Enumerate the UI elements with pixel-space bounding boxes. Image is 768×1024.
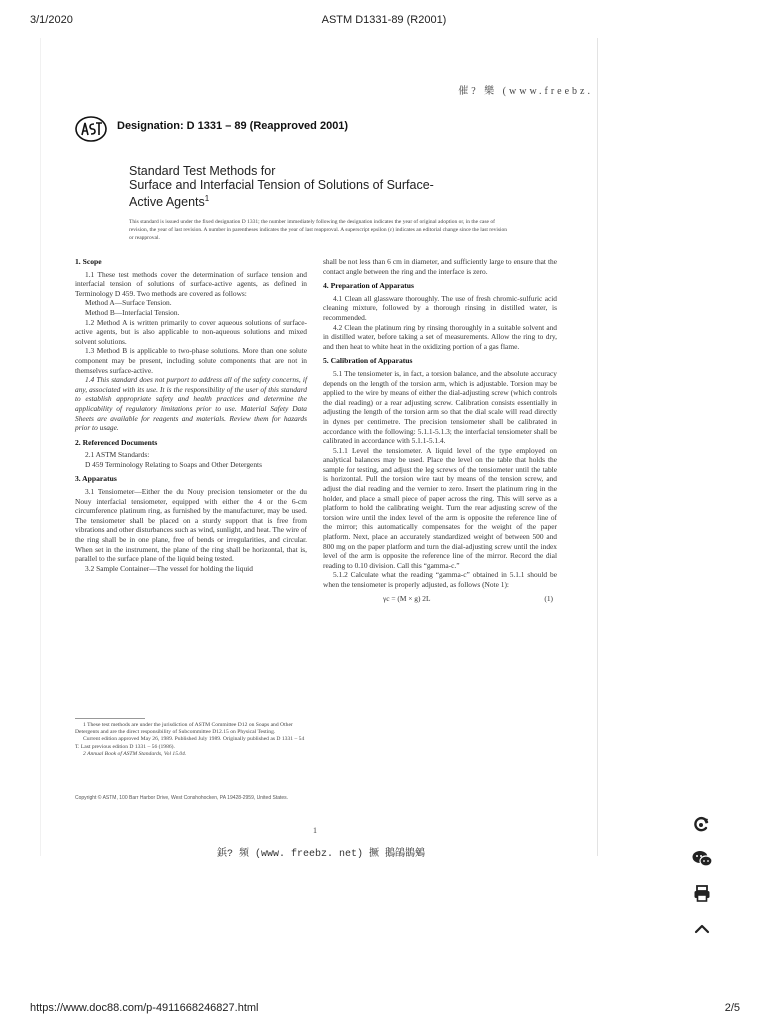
paragraph-5-1-1: 5.1.1 Level the tensiometer. A liquid level of the type employed on analytical balances may be used. Place the level on the table that holds the sample for testing, and adjust the leg screws of the tensiometer until the table is horizontal. Pull the torsion wire taut by means of the tension screw, and adjust the dial reading and the vernier to zero. Insert the platinum ring in the holder, and place a small piece of paper across the ring. This will serve as a platform to hold the calibrating weight. Turn the rear adjusting screw of the torsion wire until the index level of the arm is opposite the reference line of the mirror; this automatically compensates for the weight of the paper platform. Next, place an accurately standardized weight of between 500 and 800 mg on the paper platform and turn the dial-adjusting screw until the index level of the arm is opposite the reference line of the mirror. Record the dial reading to 0.10 division. Call this “gamma-c.” xyxy=(323,445,557,570)
paragraph-3-2-cont: shall be not less than 6 cm in diameter, and sufficiently large to ensure that the contact angle between the ring and the interface is zero. xyxy=(323,257,557,276)
title-footnote-mark: 1 xyxy=(204,194,210,203)
print-header xyxy=(0,0,768,28)
paragraph-1-3: 1.3 Method B is applicable to two-phase solutions. More than one solute component may be present, including solute components that are not in themselves surface-active. xyxy=(75,346,307,375)
paragraph-1-4: 1.4 This standard does not purport to address all of the safety concerns, if any, associated with its use. It is the responsibility of the user of this standard to establish appropriate safety and health practices and determine the applicability of regulatory limitations prior to use. Material Safety Data Sheets are available for reagents and materials. Review them for hazards prior to usage. xyxy=(75,375,307,433)
reference-d459: D 459 Terminology Relating to Soaps and Other Detergents xyxy=(85,459,262,469)
print-title: ASTM D1331-89 (R2001) xyxy=(321,14,447,26)
copyright: Copyright © ASTM, 100 Barr Harbor Drive, West Conshohocken, PA 19428-2959, United States. xyxy=(75,795,289,801)
paragraph-3-1: 3.1 Tensiometer—Either the du Nouy precision tensiometer or the du Nouy interfacial tensiometer, equipped with either the 4 or the 6-cm circumference platinum ring, as furnished by the manufacturer, may be used. The tensiometer shall be placed on a sturdy support that is free from vibrations and other disturbances such as wind, sunlight, and heat. The wire of the ring shall be in one plane, free of bends or irregularities, and circular. When set in the instrument, the plane of the ring shall be horizontal, that is, parallel to the surface plane of the liquid being tested. xyxy=(75,487,308,564)
page-number: 1 xyxy=(313,826,317,835)
paragraph-2-1: 2.1 ASTM Standards: xyxy=(85,450,150,460)
watermark-bottom: 鋲? 频 (www. freebz. net) 撅 鵝鵮鵲鵵 xyxy=(217,849,426,860)
astm-logo-icon xyxy=(75,116,107,142)
chat-icon xyxy=(691,849,713,869)
left-column xyxy=(75,257,307,573)
side-toolbar xyxy=(690,812,714,952)
scroll-top-button[interactable] xyxy=(690,917,714,941)
method-b: Method B—Interfacial Tension. xyxy=(85,307,180,317)
title-line-3-text: Active Agents xyxy=(129,195,205,210)
paragraph-1-2: 1.2 Method A is written primarily to cover aqueous solutions of surface-active agents, but is also applicable to non-aqueous solutions and mixed solvent solutions. xyxy=(75,317,307,346)
print-icon xyxy=(692,884,712,904)
watermark-top: 催? 樂 (www.freebz. xyxy=(458,86,593,97)
paragraph-1-1: 1.1 These test methods cover the determination of surface tension and interfacial tension of solutions of surface-active agents, as defined in Terminology D 459. Two methods are covered as follows: xyxy=(75,269,307,298)
chat-button[interactable] xyxy=(690,847,714,871)
title-line-3 xyxy=(129,192,529,209)
document-page xyxy=(40,38,598,860)
print-page-count: 2/5 xyxy=(724,1002,740,1014)
footnote-rule xyxy=(75,718,145,719)
paragraph-5-1: 5.1 The tensiometer is, in fact, a torsion balance, and the absolute accuracy depends on the length of the torsion arm, which is adjustable. Torsion may be applied to the wire by means of either the dial-adjusting screw (which controls the dial reading) or a rear adjusting screw. Calibration consists essentially in adjusting the length of the torsion arm so that the dial scale will read directly in dynes per centimetre. The precision tensiometer shall be calibrated in accordance with the following: 5.1.1-5.1.3; the interfacial tensiometer shall be calibrated in accordance with 5.1.1-5.1.4. xyxy=(323,368,557,446)
refresh-share-icon xyxy=(692,814,712,834)
paragraph-4-1: 4.1 Clean all glassware thoroughly. The use of fresh chromic-sulfuric acid cleaning mixture, followed by a thorough rinsing in distilled water, is recommended. xyxy=(323,293,557,322)
print-url: https://www.doc88.com/p-4911668246827.html xyxy=(30,1002,259,1014)
paragraph-5-1-2: 5.1.2 Calculate what the reading “gamma-c” obtained in 5.1.1 should be when the tensiometer is properly adjusted, as follows (Note 1): xyxy=(323,570,557,589)
print-button[interactable] xyxy=(690,882,714,906)
paragraph-3-2: 3.2 Sample Container—The vessel for holding the liquid xyxy=(85,563,253,573)
footnote-2: 2 Annual Book of ASTM Standards, Vol 15.04. xyxy=(83,750,187,757)
footnote-1-edition: Current edition approved May 26, 1989. Published July 1989. Originally published as D 1331 – 54 T. Last previous edition D 1331 – 56 (1986). xyxy=(75,736,305,750)
section-heading-referenced: 2. Referenced Documents xyxy=(75,437,158,447)
title-line-2: Surface and Interfacial Tension of Solutions of Surface- xyxy=(129,178,434,192)
paragraph-4-2: 4.2 Clean the platinum ring by rinsing thoroughly in a suitable solvent and in distilled water, before taking a set of measurements. Allow the ring to dry, and then heat to white heat in the oxidizing portion of a gas flame. xyxy=(323,322,557,351)
section-heading-preparation: 4. Preparation of Apparatus xyxy=(323,281,414,291)
standard-title xyxy=(129,164,529,209)
method-a: Method A—Surface Tension. xyxy=(85,298,172,308)
footnotes xyxy=(75,722,307,758)
designation: Designation: D 1331 – 89 (Reapproved 2001) xyxy=(117,120,349,132)
title-line-1: Standard Test Methods for xyxy=(129,164,276,178)
section-heading-apparatus: 3. Apparatus xyxy=(75,474,117,484)
intro-note: This standard is issued under the fixed designation D 1331; the number immediately following the designation indicates the year of original adoption or, in the case of revision, the year of last revision. A number in parentheses indicates the year of last reapproval. A superscript epsilon (ε) indicates an editorial change since the last revision or reapproval. xyxy=(129,219,508,241)
section-heading-calibration: 5. Calibration of Apparatus xyxy=(323,356,413,366)
equation-1 xyxy=(323,590,557,604)
footnote-1: 1 These test methods are under the jurisdiction of ASTM Committee D12 on Soaps and Other Detergents and are the direct responsibility of Subcommittee D12.15 on Physical Testing. xyxy=(75,722,293,736)
section-heading-scope: 1. Scope xyxy=(75,257,102,266)
equation-number: (1) xyxy=(544,593,553,603)
equation-text: γc = (M × g) 2L xyxy=(383,593,431,603)
print-footer xyxy=(0,998,768,1024)
right-column xyxy=(323,257,557,603)
chevron-up-icon xyxy=(693,920,711,938)
refresh-share-button[interactable] xyxy=(690,812,714,836)
print-date: 3/1/2020 xyxy=(30,14,73,26)
